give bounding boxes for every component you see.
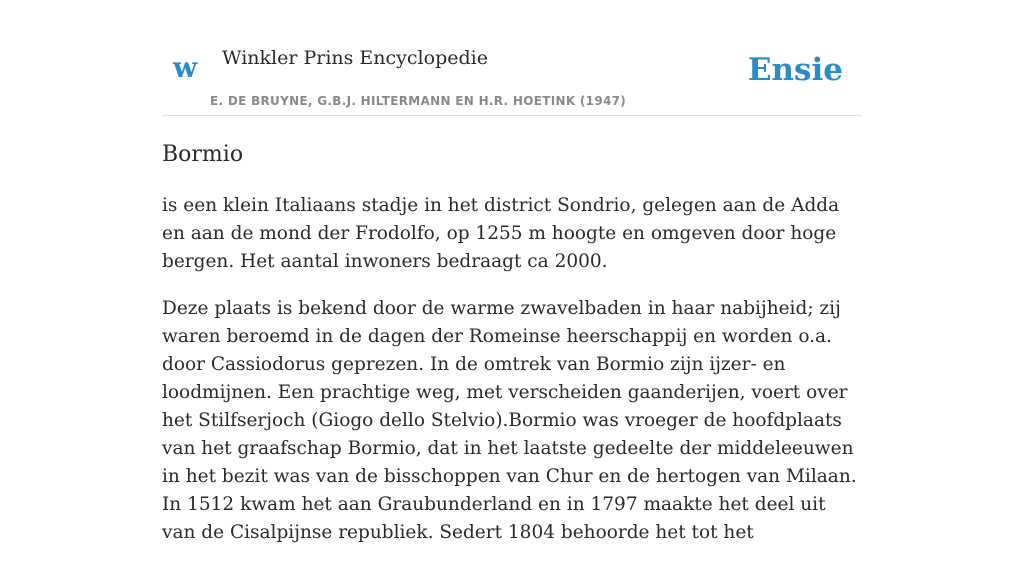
work-title[interactable]: Winkler Prins Encyclopedie bbox=[222, 47, 488, 69]
entry-title: Bormio bbox=[162, 142, 244, 167]
entry-paragraph: is een klein Italiaans stadje in het district Sondrio, gelegen aan de Adda en aan de mond der Frodolfo, op 1255 m hoogte en omgeven door hoge bergen. Het aantal inwoners bedraagt ca 2000. bbox=[162, 195, 840, 272]
entry-header bbox=[162, 0, 862, 116]
entry-body bbox=[162, 192, 862, 566]
winkler-prins-logo[interactable]: w bbox=[173, 51, 198, 84]
ensie-logo-link[interactable]: Ensie bbox=[747, 52, 843, 88]
work-authors: E. DE BRUYNE, G.B.J. HILTERMANN EN H.R. HOETINK (1947) bbox=[210, 94, 627, 108]
page bbox=[162, 0, 862, 543]
entry-paragraph: Deze plaats is bekend door de warme zwavelbaden in haar nabijheid; zij waren beroemd in de dagen der Romeinse heerschappij en worden o.a. door Cassiodorus geprezen. In de omtrek van Bormio zijn ijzer- en loodmijnen. Een prachtige weg, met verscheiden gaanderijen, voert over het Stilfserjoch (Giogo dello Stelvio).Bormio was vroeger de hoofdplaats van het graafschap Bormio, dat in het laatste gedeelte der middeleeuwen in het bezit was van de bisschoppen van Chur en de hertogen van Milaan. In 1512 kwam het aan Graubunderland en in 1797 maakte het deel uit van de Cisalpijnse republiek. Sedert 1804 behoorde het tot het bbox=[162, 298, 857, 543]
